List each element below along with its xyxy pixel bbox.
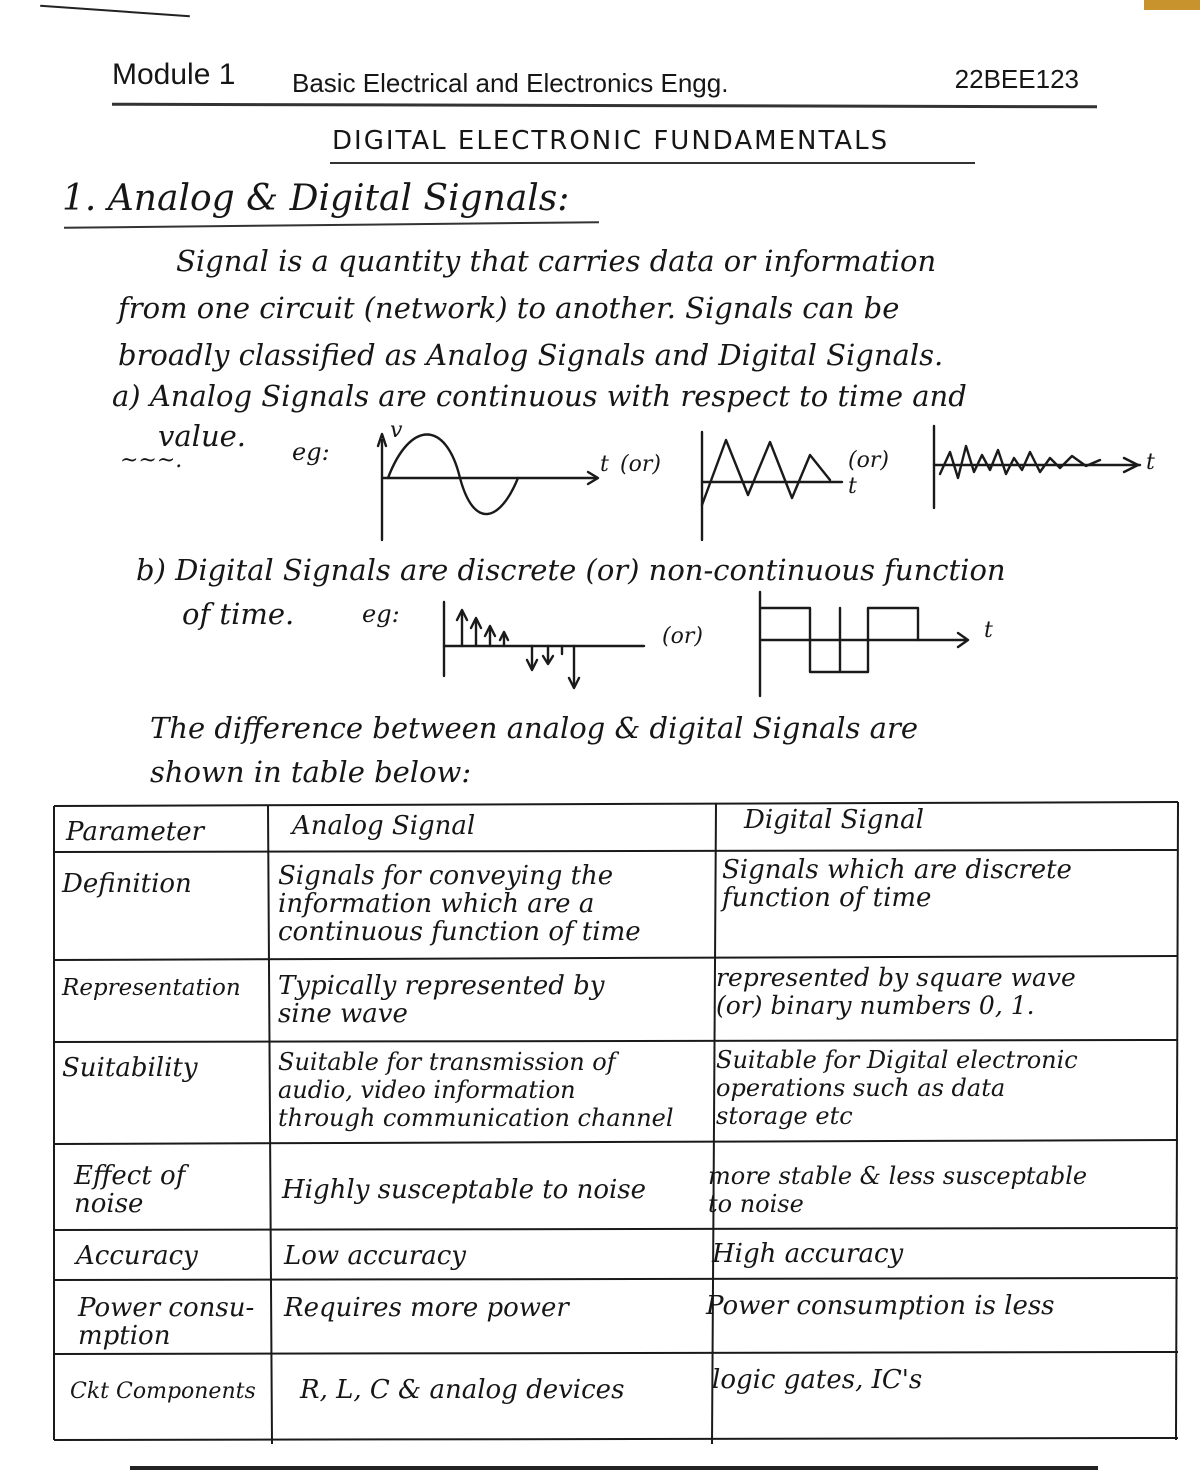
- analog-line: a) Analog Signals are continuous with respect to time and: [112, 379, 967, 413]
- row-definition-parameter: Definition: [62, 869, 192, 899]
- row-representation-digital: [716, 964, 1076, 1020]
- difference-line: The difference between analog & digital Signals are: [150, 711, 918, 745]
- row-power-analog: Requires more power: [284, 1293, 569, 1323]
- footer-rule: [130, 1466, 1098, 1470]
- row-accuracy-digital: High accuracy: [712, 1239, 904, 1269]
- cell-line: Suitable for Digital electronic: [716, 1046, 1078, 1074]
- cell-line: Effect of: [74, 1161, 186, 1191]
- row-noise-parameter: [74, 1162, 185, 1218]
- sine-v-label: v: [390, 418, 403, 443]
- cell-line: represented by square wave: [716, 963, 1076, 992]
- tri-t-label: t: [848, 474, 857, 499]
- row-definition-analog: [278, 862, 641, 946]
- digital-line: of time.: [182, 597, 295, 631]
- cell-line: to noise: [708, 1190, 804, 1218]
- cell-line: information which are a: [278, 889, 595, 919]
- row-suitability-parameter: Suitability: [62, 1053, 198, 1083]
- sine-t-label: t: [600, 452, 609, 477]
- or-label-2: (or): [848, 448, 889, 473]
- intro-line: broadly classified as Analog Signals and Digital Signals.: [118, 338, 944, 372]
- sine-wave: [388, 435, 518, 515]
- analog-eg-label: eg:: [292, 438, 330, 466]
- or-label-3: (or): [662, 624, 703, 649]
- module-label: Module 1: [112, 58, 236, 91]
- difference-paragraph: [150, 706, 918, 794]
- cell-line: noise: [74, 1189, 144, 1219]
- row-components-parameter: Ckt Components: [70, 1379, 256, 1404]
- row-power-parameter: [78, 1294, 254, 1350]
- cell-line: Signals for conveying the: [278, 861, 614, 891]
- row-power-digital: Power consumption is less: [706, 1291, 1055, 1321]
- course-title: Basic Electrical and Electronics Engg.: [292, 68, 729, 98]
- cell-line: Suitable for transmission of: [278, 1048, 616, 1076]
- header-parameter: Parameter: [66, 817, 205, 847]
- row-noise-digital: [708, 1162, 1087, 1218]
- cell-line: function of time: [722, 883, 932, 913]
- difference-line: shown in table below:: [150, 755, 472, 789]
- row-components-analog: R, L, C & analog devices: [300, 1375, 625, 1405]
- cell-line: mption: [78, 1321, 171, 1351]
- digital-paragraph: [136, 548, 1006, 636]
- header-digital: Digital Signal: [744, 805, 924, 835]
- square-t-label: t: [984, 618, 993, 643]
- section-heading: 1. Analog & Digital Signals:: [62, 178, 570, 219]
- cell-line: Signals which are discrete: [722, 855, 1072, 885]
- digital-line: b) Digital Signals are discrete (or) non-continuous function: [136, 553, 1006, 587]
- cell-line: more stable & less susceptable: [708, 1162, 1088, 1190]
- noisy-t-label: t: [1146, 450, 1155, 475]
- cell-line: operations such as data: [716, 1074, 1006, 1102]
- row-accuracy-parameter: Accuracy: [76, 1241, 198, 1271]
- cell-line: audio, video information: [278, 1076, 576, 1104]
- triangle-wave: [702, 440, 830, 505]
- row-noise-analog: Highly susceptable to noise: [282, 1175, 647, 1205]
- analog-line: value.: [158, 419, 247, 453]
- noisy-wave: [940, 446, 1100, 478]
- cell-line: sine wave: [278, 999, 408, 1029]
- course-code: 22BEE123: [954, 64, 1079, 94]
- row-representation-parameter: Representation: [62, 975, 241, 1001]
- cell-line: Typically represented by: [278, 971, 605, 1001]
- row-definition-digital: [722, 856, 1072, 912]
- cell-line: Power consu-: [78, 1293, 255, 1323]
- cell-line: storage etc: [716, 1102, 853, 1130]
- page-title: DIGITAL ELECTRONIC FUNDAMENTALS: [332, 126, 890, 156]
- or-label-1: (or): [620, 452, 661, 477]
- intro-line: Signal is a quantity that carries data or information: [176, 244, 937, 278]
- cell-line: through communication channel: [278, 1104, 674, 1132]
- row-representation-analog: [278, 972, 604, 1028]
- row-accuracy-analog: Low accuracy: [284, 1241, 466, 1271]
- row-suitability-digital: [716, 1046, 1078, 1130]
- cell-line: continuous function of time: [278, 917, 641, 947]
- digital-eg-label: eg:: [362, 600, 400, 628]
- scribble-mark: ~~~.: [120, 448, 183, 473]
- comparison-table: [52, 800, 1180, 1448]
- row-components-digital: logic gates, IC's: [712, 1365, 923, 1395]
- intro-line: from one circuit (network) to another. Signals can be: [118, 291, 900, 325]
- header-analog: Analog Signal: [292, 811, 476, 841]
- row-suitability-analog: [278, 1048, 674, 1132]
- cell-line: (or) binary numbers 0, 1.: [716, 991, 1035, 1020]
